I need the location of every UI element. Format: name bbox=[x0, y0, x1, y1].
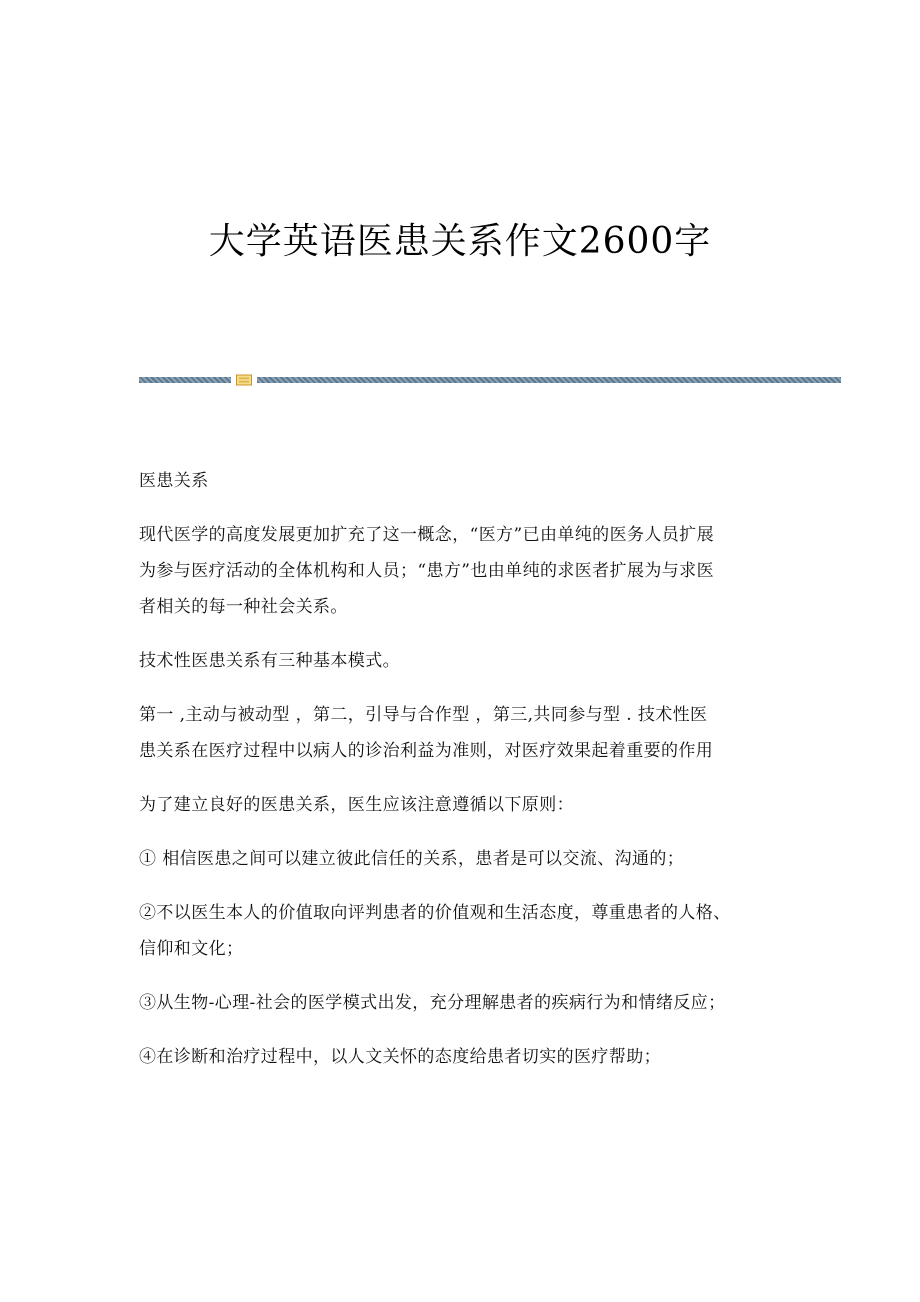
document-title: 大学英语医患关系作文2600字 bbox=[208, 221, 712, 262]
text-line: 技术性医患关系有三种基本模式。 bbox=[139, 651, 400, 671]
document-body bbox=[139, 463, 779, 1093]
paragraph bbox=[139, 517, 779, 625]
text-line: 医患关系 bbox=[139, 471, 209, 491]
ornament-icon bbox=[236, 374, 252, 386]
paragraph bbox=[139, 697, 779, 769]
paragraph-list-item bbox=[139, 841, 779, 877]
paragraph bbox=[139, 643, 779, 679]
text-line: 为参与医疗活动的全体机构和人员；“患方”也由单纯的求医者扩展为与求医 bbox=[139, 561, 714, 581]
text-line: 患关系在医疗过程中以病人的诊治利益为准则，对医疗效果起着重要的作用 bbox=[139, 741, 714, 761]
text-line: ③从生物-心理-社会的医学模式出发，充分理解患者的疾病行为和情绪反应； bbox=[139, 993, 726, 1013]
paragraph bbox=[139, 787, 779, 823]
text-line: 现代医学的高度发展更加扩充了这一概念，“医方”已由单纯的医务人员扩展 bbox=[139, 525, 714, 545]
text-line: ① 相信医患之间可以建立彼此信任的关系，患者是可以交流、沟通的； bbox=[139, 849, 685, 869]
paragraph-list-item bbox=[139, 1039, 779, 1075]
text-line: 信仰和文化； bbox=[139, 939, 244, 959]
paragraph-list-item bbox=[139, 895, 779, 967]
text-line: ②不以医生本人的价值取向评判患者的价值观和生活态度，尊重患者的人格、 bbox=[139, 903, 731, 923]
text-line: ④在诊断和治疗过程中，以人文关怀的态度给患者切实的医疗帮助； bbox=[139, 1047, 661, 1067]
paragraph-list-item bbox=[139, 985, 779, 1021]
divider-bar-right bbox=[257, 377, 841, 383]
text-line: 者相关的每一种社会关系。 bbox=[139, 597, 348, 617]
title-divider bbox=[139, 374, 841, 386]
paragraph-heading bbox=[139, 463, 779, 499]
text-line: 为了建立良好的医患关系，医生应该注意遵循以下原则： bbox=[139, 795, 574, 815]
text-line: 第一 ,主动与被动型 ，第二，引导与合作型 ，第三,共同参与型 . 技术性医 bbox=[139, 705, 708, 725]
divider-bar-left bbox=[139, 377, 231, 383]
